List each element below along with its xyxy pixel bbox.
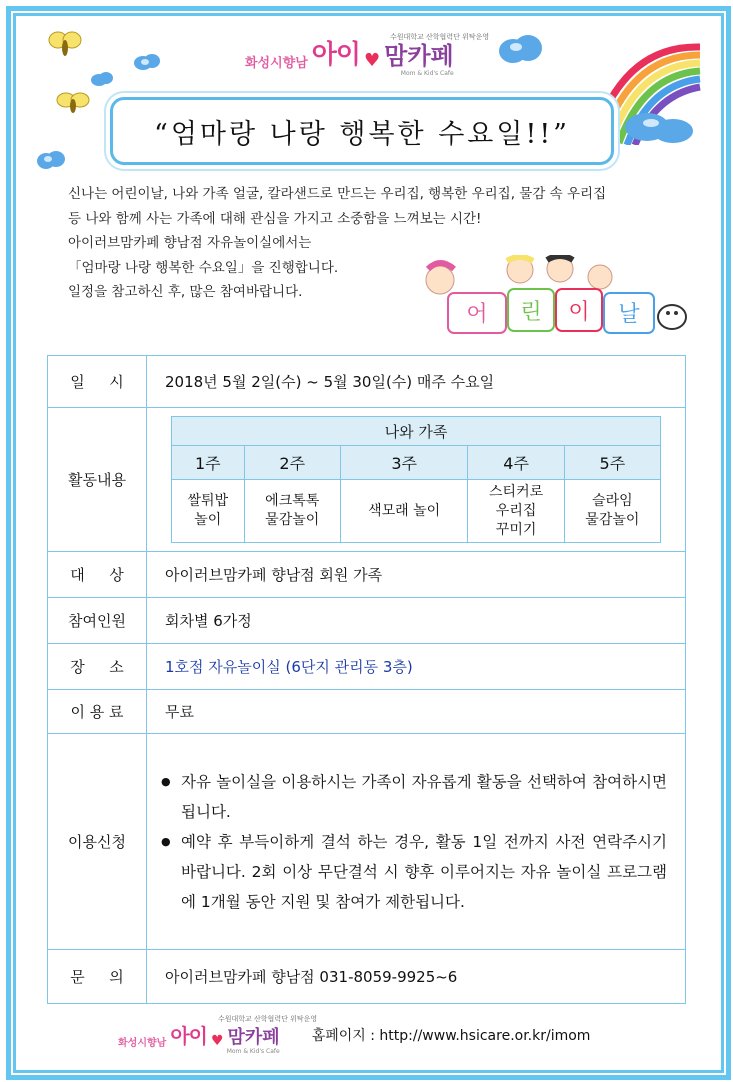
logo-university: 수원대학교 산학협력단 위탁운영 <box>390 33 490 41</box>
place-value: 1호점 자유놀이실 (6단지 관리동 3층) <box>147 644 686 690</box>
contact-value: 아이러브맘카페 향남점 031-8059-9925~6 <box>147 950 686 1004</box>
page-title: “엄마랑 나랑 행복한 수요일!!” <box>154 118 570 150</box>
title-box <box>110 97 614 165</box>
logo-university: 수원대학교 산학협력단 위탁운영 <box>218 1015 318 1023</box>
week-header: 1주 <box>172 446 245 480</box>
fee-row <box>48 690 686 734</box>
week-header: 3주 <box>340 446 468 480</box>
participants-value: 회차별 6가정 <box>147 598 686 644</box>
fee-label: 이 용 료 <box>48 690 147 734</box>
week-header: 2주 <box>244 446 340 480</box>
contact-row <box>48 950 686 1004</box>
date-label: 일 시 <box>48 356 147 408</box>
week-activity: 에크톡톡 물감놀이 <box>244 480 340 543</box>
activity-label: 활동내용 <box>48 408 147 552</box>
apply-row <box>48 734 686 950</box>
apply-note: ● 자유 놀이실을 이용하시는 가족이 자유롭게 활동을 선택하여 참여하시면 됩니다. <box>161 767 667 827</box>
intro-line: 「엄마랑 나랑 행복한 수요일」을 진행합니다. <box>68 259 339 276</box>
heart-icon: ♥ <box>210 1033 224 1049</box>
schedule-theme: 나와 가족 <box>172 417 661 446</box>
target-value: 아이러브맘카페 향남점 회원 가족 <box>147 552 686 598</box>
logo-subtitle: Mom & Kid's Cafe <box>400 70 454 77</box>
logo-subtitle: Mom & Kid's Cafe <box>226 1048 280 1055</box>
logo-name-a: 아이 <box>311 40 361 70</box>
cafe-logo <box>245 33 490 77</box>
participants-row <box>48 598 686 644</box>
cloud-icon <box>90 70 114 88</box>
cloud-icon <box>36 148 66 172</box>
homepage-link[interactable]: 홈페이지 : http://www.hsicare.or.kr/imom <box>311 1027 591 1044</box>
schedule-table <box>171 416 661 543</box>
intro-line: 일정을 참고하신 후, 많은 참여바랍니다. <box>68 284 303 300</box>
intro-line: 등 나와 함께 사는 가족에 대해 관심을 가지고 소중함을 느껴보는 시간! <box>68 210 482 227</box>
kids-sign-letter: 어 <box>466 302 488 327</box>
date-row <box>48 356 686 408</box>
kids-sign-letter: 날 <box>618 302 640 327</box>
target-label: 대 상 <box>48 552 147 598</box>
logo-name-a: 아이 <box>170 1024 207 1048</box>
place-row <box>48 644 686 690</box>
kids-sign-letter: 이 <box>568 300 590 325</box>
intro-line: 신나는 어린이날, 나와 가족 얼굴, 칼라샌드로 만드는 우리집, 행복한 우리집, 물감 속 우리집 <box>68 186 607 202</box>
cloud-icon <box>498 32 544 66</box>
intro-line: 아이러브맘카페 향남점 자유놀이실에서는 <box>68 235 312 251</box>
footer-logo <box>118 1015 318 1055</box>
week-activity: 슬라임 물감놀이 <box>564 480 660 543</box>
week-activity: 쌀튀밥 놀이 <box>172 480 245 543</box>
date-value: 2018년 5월 2일(수) ~ 5월 30일(수) 매주 수요일 <box>147 356 686 408</box>
target-row <box>48 552 686 598</box>
kids-sign-letter: 린 <box>520 300 542 325</box>
participants-label: 참여인원 <box>48 598 147 644</box>
fee-value: 무료 <box>147 690 686 734</box>
activity-row <box>48 408 686 552</box>
apply-notes <box>161 767 667 917</box>
childrens-day-illustration <box>410 255 690 340</box>
logo-name-b: 맘카페 <box>384 42 454 70</box>
logo-name-b: 맘카페 <box>227 1027 280 1048</box>
butterfly-icon <box>56 88 90 116</box>
logo-city: 화성시향남 <box>118 1038 167 1049</box>
cloud-icon <box>133 52 161 72</box>
butterfly-icon <box>48 28 82 58</box>
logo-city: 화성시향남 <box>245 56 308 71</box>
info-table <box>47 355 686 1004</box>
apply-note: ● 예약 후 부득이하게 결석 하는 경우, 활동 1일 전까지 사전 연락주시기 바랍니다. 2회 이상 무단결석 시 향후 이루어지는 자유 놀이실 프로그램에 1개월 동안 지원 및 참여가 제한됩니다. <box>161 827 667 917</box>
week-header: 5주 <box>564 446 660 480</box>
heart-icon: ♥ <box>364 50 381 71</box>
apply-label: 이용신청 <box>48 734 147 950</box>
week-activity: 색모래 놀이 <box>340 480 468 543</box>
place-label: 장 소 <box>48 644 147 690</box>
week-header: 4주 <box>468 446 564 480</box>
footer <box>118 1015 591 1055</box>
contact-label: 문 의 <box>48 950 147 1004</box>
week-activity: 스티커로 우리집 꾸미기 <box>468 480 564 543</box>
